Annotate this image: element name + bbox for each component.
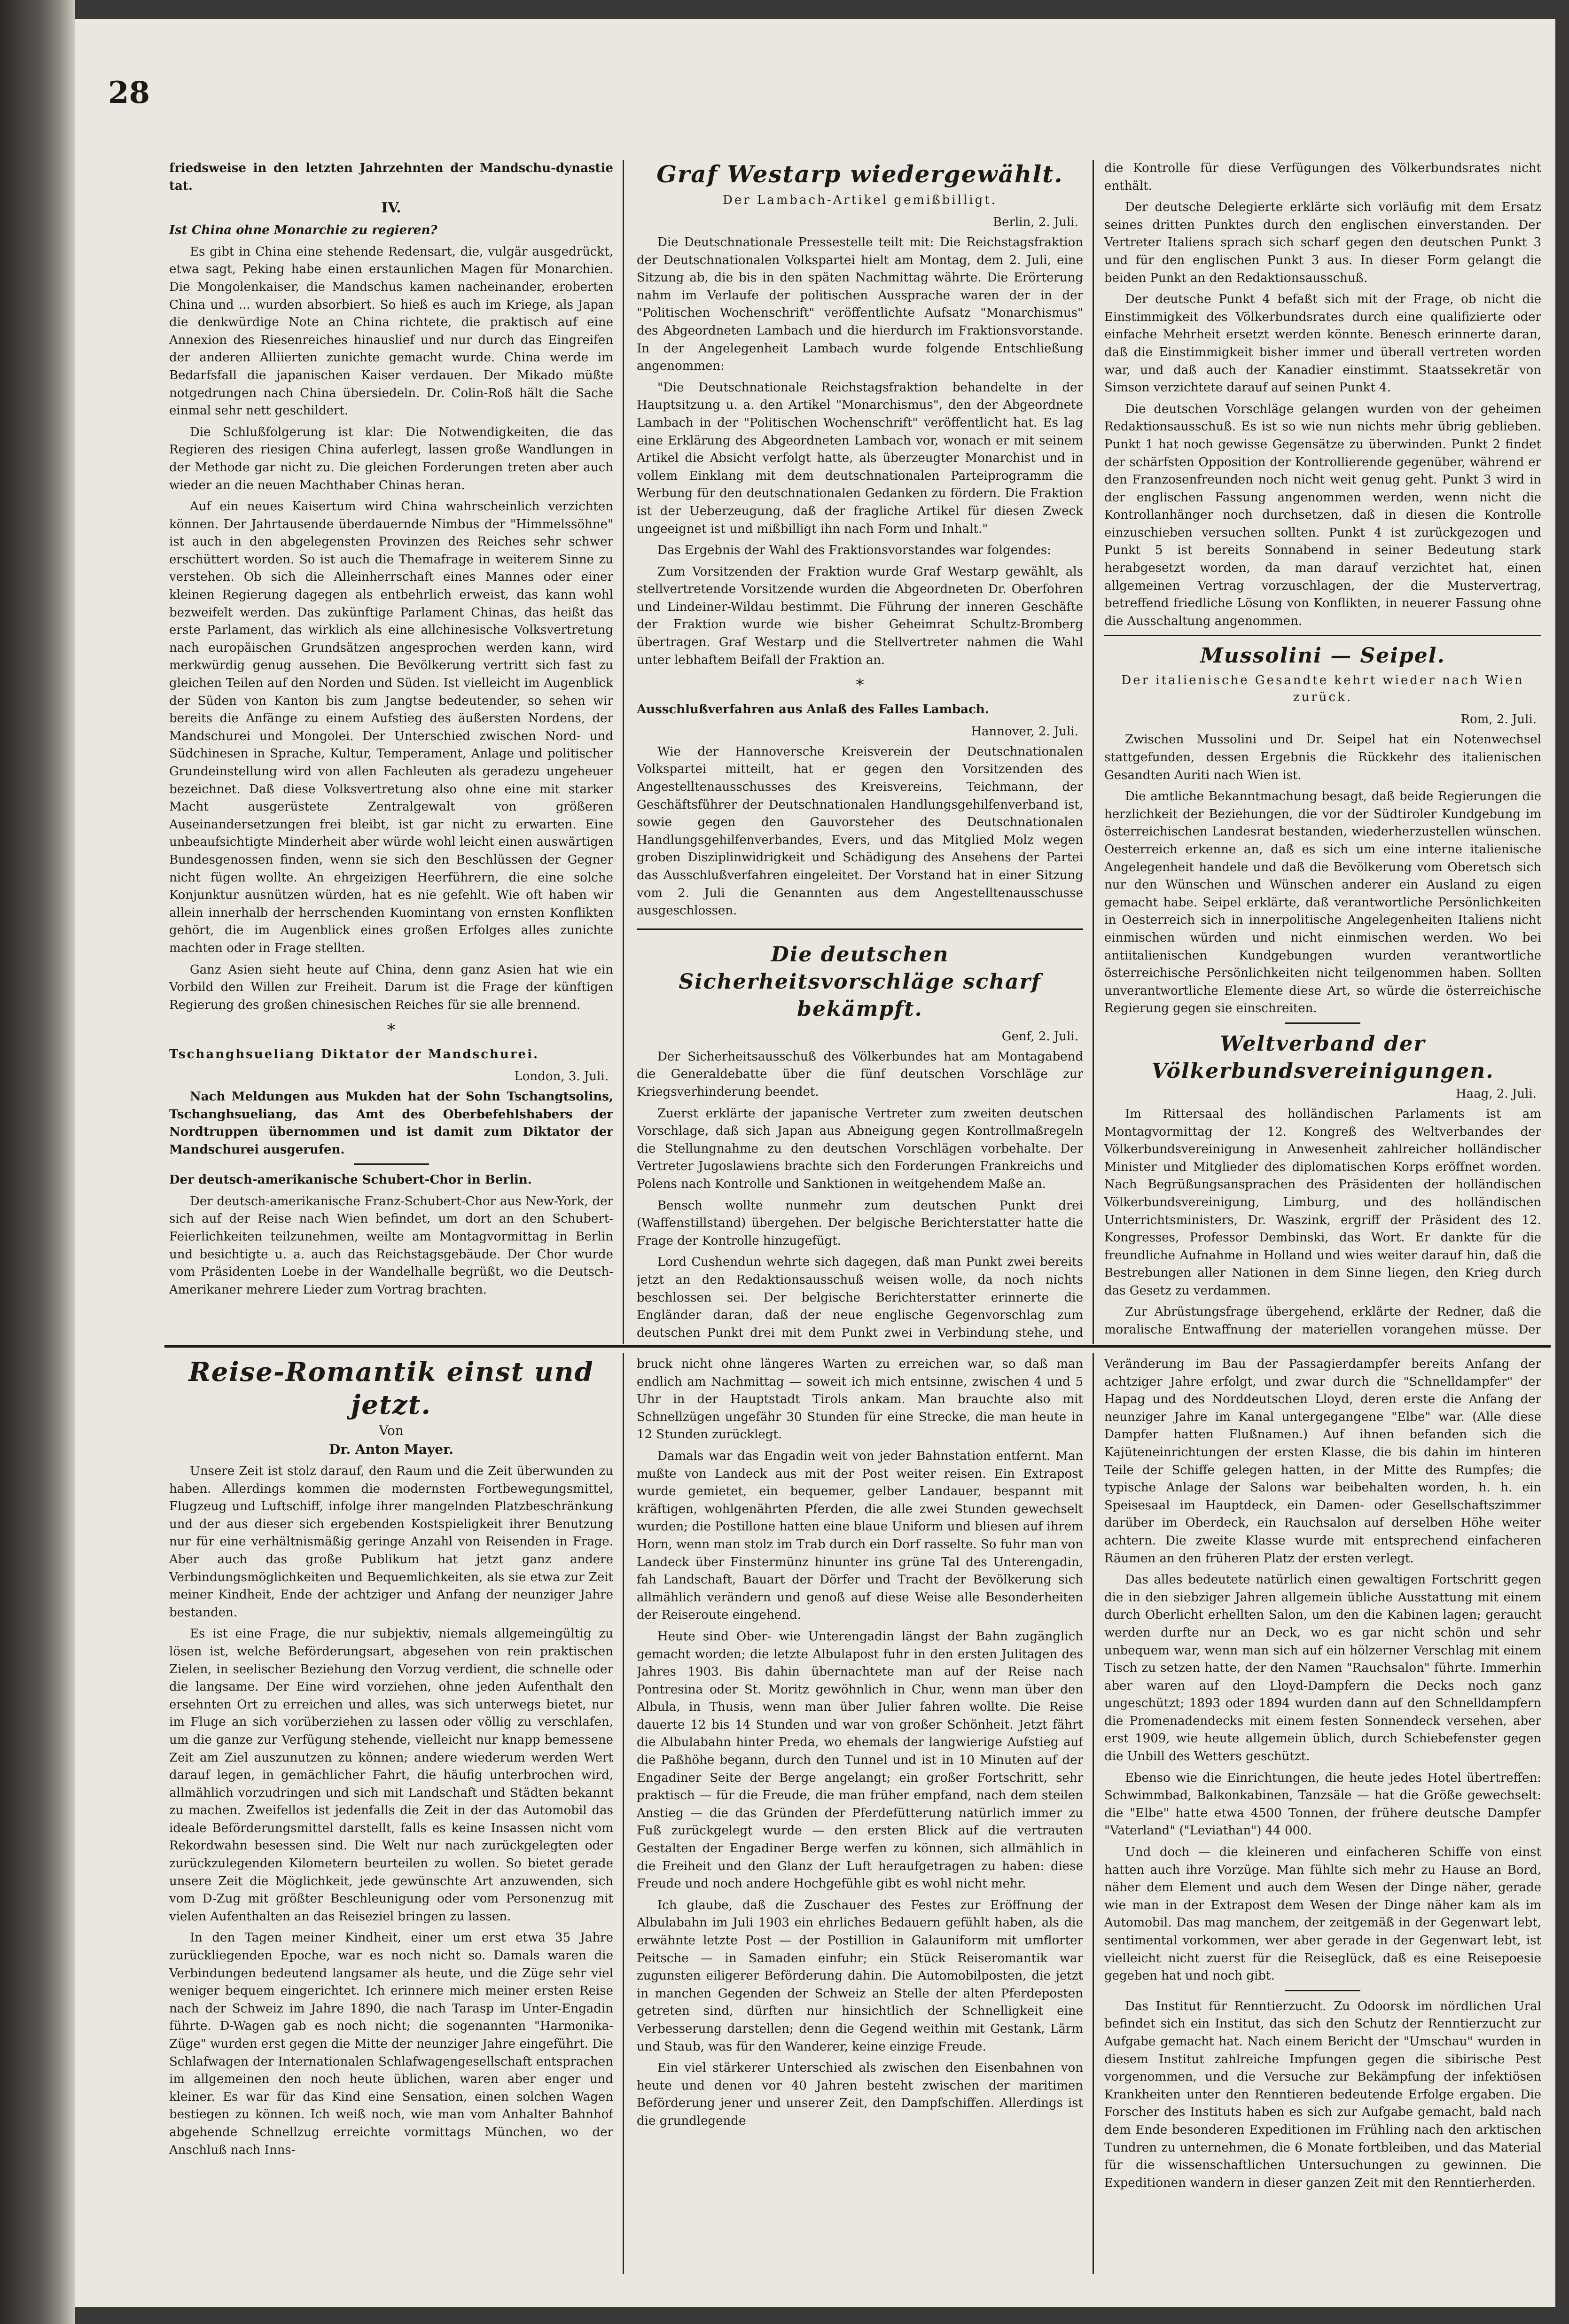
paragraph: Es gibt in China eine stehende Redensart, die, vulgär ausgedrückt, etwa sagt, Peking habe einen erstaunlichen Magen für Monarchien. Die Mongolenkaiser, die Mandschus kamen nacheinander, eroberten China und ... wurden absorbiert. So hieß es auch im Kriege, als Japan die denkwürdige Note an China richtete, die praktisch auf eine Annexion des Riesenreiches hinauslief und nur durch das Eingreifen der anderen Alliierten zunichte gemacht wurde. China werde im Bedarfsfall die japanischen Kaiser verdauen. Der Mikado müßte notgedrungen nach China übersiedeln. Dr. Colin-Roß hält die Sache einmal sehr nett geschildert. (169, 244, 613, 418)
paragraph: "Die Deutschnationale Reichstagsfraktion behandelte in der Hauptsitzung u. a. den Artikel "Monarchismus", den der Abgeordnete Lambach in der "Politischen Wochenschrift" veröffentlicht hat. Es lag eine Erklärung des Abgeordneten Lambach vor, wonach er mit seinem Artikel die Absicht verfolgt hatte, als überzeugter Monarchist und in vollem Einklang mit dem deutschnationalen Parteiprogramm die Werbung für den deutschnationalen Gedanken zu fördern. Die Fraktion ist der Ueberzeugung, daß der fragliche Artikel für diesen Zweck ungeeignet ist und mißbilligt ihn nach Form und Inhalt." (637, 380, 1083, 536)
divider (637, 928, 1083, 930)
paragraph: Heute sind Ober- wie Unterengadin längst der Bahn zugänglich gemacht worden; die letzte Albulapost fuhr in den ersten Julitagen des Jahres 1903. Bis dahin übernachtete man auf der Reise nach Pontresina oder St. Moritz gewöhnlich in Chur, wenn man über den Albula, in Thusis, wenn man über Julier fahren wollte. Die Reise dauerte 12 bis 14 Stunden und war von großer Schönheit. Jetzt fährt die Albulabahn hinter Preda, wo ehemals der langwierige Aufstieg auf die Paßhöhe begann, durch den Tunnel und ist in 10 Minuten auf der Engadiner Seite der Berge angelangt; ein großer Fortschritt, sehr praktisch — für die Freude, die man früher empfand, nach dem steilen Anstieg — die das Gründen der Pferdefütterung natürlich immer zu Fuß zurückgelegt wurde — den ersten Blick auf die vertrauten Gestalten der Engadiner Berge werfen zu können, sich allmählich in die Freiheit und den Glanz der Luft heraufgetragen zu haben: diese Freude und noch andere Hochgefühle gibt es wohl nicht mehr. (637, 1629, 1083, 1891)
page-number: 28 (108, 75, 150, 110)
paragraph: Der deutsch-amerikanische Franz-Schubert-Chor aus New-York, der sich auf der Reise nach Wien befindet, um dort an den Schubert-Feierlichkeiten teilzunehmen, weilte am Montagvormittag in Berlin und besichtigte u. a. auch das Reichstagsgebäude. Der Chor wurde vom Präsidenten Loebe in der Wandelhalle begrüßt, wo die Deutsch-Amerikaner mehrere Lieder zum Vortrag brachten. (169, 1194, 613, 1297)
article-title: Graf Westarp wiedergewählt. (656, 160, 1063, 188)
article-continuation: friedsweise in den letzten Jahrzehnten der Mandschu-dynastie tat. (169, 161, 613, 193)
paragraph: In den Tagen meiner Kindheit, einer um erst etwa 35 Jahre zurückliegenden Epoche, war es noch nicht so. Damals waren die Verbindungen bedeutend langsamer als heute, und die Züge sehr viel weniger bequem eingerichtet. Ich erinnere mich meiner ersten Reise nach der Schweiz im Jahre 1890, die nach Tarasp im Unter-Engadin führte. D-Wagen gab es noch nicht; die sogenannten "Harmonika-Züge" wurden erst gegen die Mitte der neunziger Jahre eingeführt. Die Schlafwagen der Internationalen Schlafwagengesellschaft entsprachen im allgemeinen den noch heute üblichen, waren aber enger und kleiner. Es war für das Kind eine Sensation, einen solchen Wagen bestiegen zu können. Ich weiß noch, wie man vom Anhalter Bahnhof abgehende Schnellzug erreichte vormittags München, wo der Anschluß nach Inns- (169, 1931, 613, 2157)
paragraph: Und doch — die kleineren und einfacheren Schiffe von einst hatten auch ihre Vorzüge. Man fühlte sich mehr zu Hause an Bord, näher dem Element und auch dem Wesen der Dinge näher, gerade wie man in der Extrapost dem Wesen der Dinge näher kam als im Automobil. Das mag manchem, der zeitgemäß in der Gegenwart lebt, sentimental vorkommen, wer aber gerade in der Gegenwart lebt, ist vielleicht nicht zuerst für die Reiseglück, daß es eine Reisepoesie gegeben hat und noch gibt. (1104, 1845, 1541, 1983)
paragraph: Unsere Zeit ist stolz darauf, den Raum und die Zeit überwunden zu haben. Allerdings kommen die modernsten Fortbewegungsmittel, Flugzeug und Luftschiff, infolge ihrer mangelnden Platzbeschränkung und der aus dieser sich ergebenden Kostspieligkeit ihrer Benutzung nur für eine verhältnismäßig geringe Anzahl von Reisenden in Frage. Aber auch das große Publikum hat jetzt ganz andere Verbindungsmöglichkeiten und Bequemlichkeiten, als sie etwa zur Zeit meiner Kindheit, Ende der achtziger und Anfang der neunziger Jahre bestanden. (169, 1464, 613, 1620)
byline-von: Von (379, 1423, 404, 1438)
article-title: Mussolini — Seipel. (1200, 644, 1445, 668)
paragraph: Veränderung im Bau der Passagierdampfer bereits Anfang der achtziger Jahre erfolgt, und zwar durch die "Schnelldampfer" der Hapag und des Norddeutschen Lloyd, deren erste die Anfang der neunziger Jahre im Kanal untergegangene "Elbe" war. (Alle diese Dampfer hatten Flußnamen.) Auf ihnen befanden sich die Kajüteneinrichtungen der ersten Klasse, die bis dahin im hinteren Teile der Schiffe gelegen hatten, in der Mitte des Rumpfes; die typische Anlage der Salons war beibehalten worden, h. h. ein Speisesaal im Hauptdeck, ein Damen- oder Gesellschaftszimmer darüber im Oberdeck, ein Rauchsalon auf derselben Höhe weiter achtern. Die zweite Klasse wurde mit entsprechend einfacheren Räumen an den früheren Platz der ersten verlegt. (1104, 1357, 1541, 1566)
divider (1104, 635, 1541, 636)
column-rule (1093, 160, 1094, 1344)
paragraph: Im Rittersaal des holländischen Parlaments ist am Montagvormittag der 12. Kongreß des Weltverbandes der Völkerbundsvereinigung in Anwesenheit zahlreicher holländischer Minister und Mitglieder des diplomatischen Korps eröffnet worden. Nach Begrüßungsansprachen des Präsidenten der holländischen Völkerbundsvereinigung, Limburg, und des holländischen Unterrichtsministers, Dr. Waszink, ergriff der Präsident des 12. Kongresses, Professor Dembinski, das Wort. Er dankte für die freundliche Aufnahme in Holland und wies weiter darauf hin, daß die Bestrebungen aller Nationen in dem Sinne liegen, den Krieg durch das Gesetz zu verdammen. (1104, 1107, 1541, 1298)
paragraph: Die deutschen Vorschläge gelangen wurden von der geheimen Redaktionsausschuß. Es ist so wie nun nichts mehr übrig geblieben. Punkt 1 hat noch gewisse Gegensätze zu überwinden. Punkt 2 findet der schärfsten Opposition der Kontrollierende gegenüber, während er den Franzosenfreunden noch nicht weit genug geht. Punkt 3 wird in der englischen Fassung angenommen werden, wenn nicht die Kontrollanhänger noch durchsetzen, daß in diesen die Kontrolle einzuschieben versuchen sollten. Punkt 4 ist zurückgezogen und Punkt 5 ist bereits Sonnabend in seiner Bedeutung stark herabgesetzt worden, da man darauf verzichtet hat, einen allgemeinen Vertrag vorzuschlagen, der die Mustervertrag, betreffend friedliche Lösung von Konflikten, in neuerer Fassung ohne die Ausschaltung angenommen. (1104, 402, 1541, 628)
paragraph: Bensch wollte nunmehr zum deutschen Punkt drei (Waffenstillstand) übergehen. Der belgische Berichterstatter hatte die Frage der Kontrolle hinzugefügt. (637, 1198, 1083, 1248)
dateline: Berlin, 2. Juli. (993, 215, 1078, 229)
dateline: London, 3. Juli. (514, 1069, 609, 1084)
author-name: Dr. Anton Mayer. (329, 1442, 453, 1457)
paragraph: Die Deutschnationale Pressestelle teilt mit: Die Reichstagsfraktion der Deutschnationalen Volkspartei hielt am Montag, dem 2. Juli, eine Sitzung ab, die bis in den späten Nachmittag währte. Die Erörterung nahm im Verlaufe der politischen Aussprache waren der in der "Politischen Wochenschrift" veröffentlichte Aufsatz "Monarchismus" des Abgeordneten Lambach und die hierdurch im Fraktionsvorstande. In der Angelegenheit Lambach wurde folgende Entschließung angenommen: (637, 235, 1083, 374)
paragraph: die Kontrolle für diese Verfügungen des Völkerbundsrates nicht enthält. (1104, 161, 1541, 193)
paragraph: Der deutsche Delegierte erklärte sich vorläufig mit dem Ersatz seines dritten Punktes durch den englischen einverstanden. Der Vertreter Italiens sprach sich scharf gegen den deutschen Punkt 3 und für den englischen Punkt 3 aus. In dieser Form gelangt die beiden Punkt an den Redaktionsausschuß. (1104, 200, 1541, 285)
paragraph: Lord Cushendun wehrte sich dagegen, daß man Punkt zwei bereits jetzt an den Redaktionsausschuß weisen wolle, da noch nichts beschlossen sei. Der belgische Berichterstatter erinnerte die Engländer daran, daß der neue englische Gegenvorschlag zum deutschen Punkt drei mit dem Punkt zwei in Verbindung stehe, und (637, 1255, 1083, 1339)
paragraph: Ein viel stärkerer Unterschied als zwischen den Eisenbahnen von heute und denen vor 40 Jahren besteht zwischen der maritimen Beförderung jener und unserer Zeit, den Dampfschiffen. Allerdings ist die grundlegende (637, 2061, 1083, 2128)
paragraph: Zur Abrüstungsfrage übergehend, erklärte der Redner, daß die moralische Entwaffnung der materiellen vorangehen müsse. Der (1104, 1305, 1541, 1337)
column-rule (623, 1353, 624, 2274)
divider (1285, 1990, 1360, 1991)
separator-star: * (856, 676, 864, 695)
paragraph: Es ist eine Frage, die nur subjektiv, niemals allgemeingültig zu lösen ist, welche Beförderungsart, abgesehen von rein praktischen Zielen, in seelischer Beziehung den Vorzug verdient, die schnelle oder die langsame. Der Eine wird vorziehen, ohne jeden Aufenthalt den ersehnten Ort zu erreichen und alles, was sich unterwegs bietet, nur im Fluge an sich vorüberziehen zu lassen oder völlig zu verschlafen, um die ganze zur Verfügung stehende, vielleicht nur knapp bemessene Zeit am Ziel auszunutzen zu können; andere wiederum werden Wert darauf legen, in gemächlicher Fahrt, die häufig unterbrochen wird, allmählich vorzudringen und sich mit Landschaft und Städten bekannt zu machen. Zweifellos ist jedenfalls die Zeit in der das Automobil das ideale Beförderungsmittel darstellt, falls es keine Insassen nicht vom Rekordwahn besessen sind. Die Welt nur nach zurückgelegten oder zurückzulegenden Kilometern beurteilen zu wollen. So bietet gerade unsere Zeit die Möglichkeit, jede gewünschte Art anzuwenden, sich vom D-Zug mit größter Beschleunigung oder vom Personenzug mit vielen Aufenthalten an das Reiseziel bringen zu lassen. (169, 1627, 613, 1924)
section-divider (164, 1345, 1551, 1348)
feuilleton-title: Reise-Romantik einst und jetzt. (188, 1357, 594, 1420)
paragraph: Zwischen Mussolini und Dr. Seipel hat ein Notenwechsel stattgefunden, dessen Ergebnis die Rückkehr des italienischen Gesandten Auriti nach Wien ist. (1104, 733, 1541, 782)
news-headline: Tschanghsueliang Diktator der Mandschurei. (169, 1047, 539, 1062)
article-title: Weltverband der Völkerbundsvereinigungen. (1151, 1031, 1494, 1083)
dateline: Rom, 2. Juli. (1460, 712, 1537, 727)
column-rule (1093, 1353, 1094, 2274)
section-title: Ist China ohne Monarchie zu regieren? (169, 223, 437, 238)
news-headline: Der deutsch-amerikanische Schubert-Chor in Berlin. (169, 1173, 532, 1187)
paragraph: Das Ergebnis der Wahl des Fraktionsvorstandes war folgendes: (657, 543, 1051, 558)
feuilleton-column-1 (169, 1356, 613, 2277)
column-2 (637, 160, 1083, 1339)
newspaper-page (75, 19, 1555, 2307)
column-rule (623, 160, 624, 1344)
divider (1285, 1022, 1360, 1024)
article-subtitle: Der Lambach-Artikel gemißbilligt. (723, 193, 997, 207)
dateline: Hannover, 2. Juli. (971, 724, 1078, 739)
paragraph: Ganz Asien sieht heute auf China, denn ganz Asien hat wie ein Vorbild den Willen zur Freiheit. Darum ist die Frage der künftigen Regierung des großen chinesischen Reiches für sie alle brennend. (169, 962, 613, 1012)
dateline: Haag, 2. Juli. (1456, 1086, 1537, 1101)
paragraph: Der Sicherheitsausschuß des Völkerbundes hat am Montagabend die Generaldebatte über die fünf deutschen Vorschläge zur Kriegsverhinderung beendet. (637, 1049, 1083, 1099)
paragraph: Wie der Hannoversche Kreisverein der Deutschnationalen Volkspartei mitteilt, hat er gegen den Vorsitzenden des Angestelltenausschusses des Kreisvereins, Teichmann, der Geschäftsführer der Deutschnationalen Handlungsgehilfenverband ist, sowie gegen den Gauvorsteher des Deutschnationalen Handlungsgehilfenverbandes, Evers, und das Mitglied Molz wegen groben Disziplinwidrigkeit und Schädigung des Ansehens der Partei das Ausschlußverfahren eingeleitet. Der Vorstand hat in einer Sitzung vom 2. Juli die Genannten aus dem Angestelltenausschusse ausgeschlossen. (637, 744, 1083, 918)
book-spine (0, 0, 75, 2324)
paragraph: Nach Meldungen aus Mukden hat der Sohn Tschangtsolins, Tschanghsueliang, das Amt des Oberbefehlshabers der Nordtruppen übernommen und ist damit zum Diktator der Mandschurei ausgerufen. (169, 1089, 613, 1157)
article-subtitle: Der italienische Gesandte kehrt wieder nach Wien zurück. (1121, 673, 1524, 705)
section-numeral: IV. (381, 200, 401, 217)
paragraph: Die amtliche Bekanntmachung besagt, daß beide Regierungen die herzlichkeit der Beziehungen, die vor der Südtiroler Kundgebung im österreichischen Landesrat bestanden, wiederherzustellen wünschen. Oesterreich erkenne an, daß es sich um eine interne italienische Angelegenheit handele und daß die Bevölkerung vom Oberetsch sich nur den Wünschen und Wünschen anderer ein Ausland zu eigen gemacht habe. Seipel erklärte, daß verantwortliche Persönlichkeiten in Oesterreich sich in innerpolitische Angelegenheiten Italiens nicht einmischen würden und nicht einmischen werden. Wo bei antiitalienischen Kundgebungen wurden verantwortliche österreichische Persönlichkeiten nicht teilgenommen haben. Sollten unverantwortliche Elemente diese Art, so würde die österreichische Regierung gegen sie einschreiten. (1104, 789, 1541, 1016)
paragraph: Auf ein neues Kaisertum wird China wahrscheinlich verzichten können. Der Jahrtausende überdauernde Nimbus der "Himmelssöhne" ist auch in den abgelegensten Provinzen des Reiches sehr schwer erschüttert worden. So ist auch die Themafrage in weiterem Sinne zu verstehen. Ob sich die Alleinherrschaft eines Mannes oder einer kleinen Regierung dagegen als entbehrlich erweist, das kann wohl bezweifelt werden. Das zukünftige Parlament Chinas, das heißt das erste Parlament, das wirklich als eine allchinesische Volksvertretung nach europäischen Grundsätzen angesprochen werden kann, wird merkwürdig genug aussehen. Die Bevölkerung vertritt sich fast zu gleichen Teilen auf den Norden und Süden. Ist vielleicht im Augenblick der Süden von Kanton bis zum Jangtse bedeutender, so sehen wir bereits die Anfänge zu einem Aufstieg des äußersten Nordens, der Mandschurei und Mongolei. Der Unterschied zwischen Nord- und Südchinesen in Sprache, Kultur, Temperament, Anlage und politischer Grundeinstellung wird von allen Fachleuten als geradezu ungeheuer bezeichnet. Daß diese Volksvertretung also ohne eine mit starker Macht ausgerüstete Zentralgewalt von größeren Auseinandersetzungen frei bleibt, ist gar nicht zu erwarten. Eine unbeaufsichtigte Minderheit aber würde wohl leicht einen auswärtigen Bundesgenossen finden, wenn sie sich den Beschlüssen der Gegner nicht fügen wollte. An ehrgeizigen Heerführern, die eine solche Konjunktur ausnützen würden, hat es nie gefehlt. Wie oft haben wir allein innerhalb der herrschenden Kuomintang von ernsten Konflikten gehört, die im Augenblick eines großen Erfolges alles zunichte machten oder in Frage stellten. (169, 499, 613, 955)
paragraph: Damals war das Engadin weit von jeder Bahnstation entfernt. Man mußte von Landeck aus mit der Post weiter reisen. Ein Extrapost wurde gemietet, ein bequemer, gelber Landauer, bespannt mit kräftigen, wohlgenährten Pferden, die alle zwei Stunden gewechselt wurden; die Postillone hatten eine blaue Uniform und bliesen auf ihrem Horn, wenn man stolz im Trab durch ein Dorf rasselte. So fuhr man von Landeck über Finstermünz hinunter ins grüne Tal des Unterengadin, fah Landschaft, Bauart der Dörfer und Tracht der Bevölkerung sich allmählich verändern und genoß auf diese Weise alle Besonderheiten der Reiseroute eingehend. (637, 1449, 1083, 1622)
dateline: Genf, 2. Juli. (1001, 1029, 1078, 1044)
feuilleton-column-2 (637, 1356, 1083, 2277)
paragraph: Ebenso wie die Einrichtungen, die heute jedes Hotel übertreffen: Schwimmbad, Balkonkabinen, Tanzsäle — hat die Größe gewechselt: die "Elbe" hatte etwa 4500 Tonnen, der frühere deutsche Dampfer "Vaterland" ("Leviathan") 44 000. (1104, 1770, 1541, 1838)
feuilleton-column-3 (1104, 1356, 1541, 2277)
separator-star: * (387, 1021, 395, 1040)
paragraph: Das alles bedeutete natürlich einen gewaltigen Fortschritt gegen die in den siebziger Jahren allgemein übliche Ausstattung mit einem durch Oberlicht erhellten Salon, um den die Kabinen lagen; geraucht werden durfte nur an Deck, wo es gar nicht schön und sehr unbequem war, wenn man sich auf ein hölzerner Verschlag mit einem Tisch zu setzen hatte, der den Namen "Rauchsalon" führte. Immerhin aber waren auf den Lloyd-Dampfern die Decks noch ganz ungeschützt; 1893 oder 1894 wurden dann auf den Schnelldampfern die Promenadendecks mit einem festen Sonnendeck versehen, aber erst 1909, wie heute allgemein üblich, durch Schiebefenster gegen die Unbill des Wetters geschützt. (1104, 1573, 1541, 1764)
paragraph: Zuerst erklärte der japanische Vertreter zum zweiten deutschen Vorschlage, daß sich Japan aus Abneigung gegen Kontrollmaßregeln die Stellungnahme zu den deutschen Vorschlägen vorbehalte. Der Vertreter Jugoslawiens brachte sich den Forderungen Frankreichs und Polens nach Kontrolle und Sanktionen in weitgehendem Maße an. (637, 1106, 1083, 1191)
news-headline: Ausschlußverfahren aus Anlaß des Falles Lambach. (637, 702, 989, 717)
paragraph: bruck nicht ohne längeres Warten zu erreichen war, so daß man endlich am Nachmittag — soweit ich mich entsinne, zwischen 4 und 5 Uhr in der Hauptstadt Tirols ankam. Man brauchte also mit Schnellzügen ungefähr 30 Stunden für eine Strecke, die man heute in 12 Stunden zurücklegt. (637, 1357, 1083, 1442)
article-title: Die deutschen Sicherheitsvorschläge scharf bekämpft. (679, 942, 1041, 1021)
column-3 (1104, 160, 1541, 1339)
divider (354, 1163, 429, 1165)
paragraph: Das Institut für Renntierzucht. Zu Odoorsk im nördlichen Ural befindet sich ein Institut, das sich den Schutz der Renntierzucht zur Aufgabe gemacht hat. Nach einem Bericht der "Umschau" wurden in diesem Institut zahlreiche Impfungen gegen die sibirische Pest vorgenommen, und die Versuche zur Bekämpfung der infektiösen Krankheiten unter den Renntieren bedeutende Erfolge ergaben. Die Forscher des Instituts haben es sich zur Aufgabe gemacht, bald nach dem Ende besonderen Expeditionen im Frühling nach den arktischen Tundren zu unternehmen, die 6 Monate fortbleiben, und das Material für die wissenschaftlichen Untersuchungen zu gewinnen. Die Expeditionen wandern in dieser ganzen Zeit mit den Renntierherden. (1104, 1999, 1541, 2190)
paragraph: Ich glaube, daß die Zuschauer des Festes zur Eröffnung der Albulabahn im Juli 1903 ein ehrliches Bedauern gefühlt haben, als die erwähnte letzte Post — der Postillion in Galauniform mit umflorter Peitsche — in Samaden einfuhr; ein Stück Reiseromantik war zugunsten eiligerer Beförderung dahin. Die Automobilposten, die jetzt in manchen Gegenden der Schweiz an Stelle der alten Pferdeposten getreten sind, dürften nur hinsichtlich der Schnelligkeit eine Verbesserung darstellen; denn die Gegend weithin mit Gestank, Lärm und Staub, was für den Wanderer, keine einzige Freude. (637, 1898, 1083, 2054)
paragraph: Die Schlußfolgerung ist klar: Die Notwendigkeiten, die das Regieren des riesigen China auferlegt, lassen große Wandlungen in der Methode gar nicht zu. Die gleichen Forderungen treten aber auch wieder an die neuen Machthaber Chinas heran. (169, 425, 613, 492)
paragraph: Zum Vorsitzenden der Fraktion wurde Graf Westarp gewählt, als stellvertretende Vorsitzende wurden die Abgeordneten Dr. Oberfohren und Lindeiner-Wildau bestimmt. Die Führung der inneren Geschäfte der Fraktion wurde wie bisher Geheimrat Schultz-Bromberg übertragen. Graf Westarp und die Stellvertreter nahmen die Wahl unter lebhaftem Beifall der Fraktion an. (637, 564, 1083, 667)
column-1 (169, 160, 613, 1339)
paragraph: Der deutsche Punkt 4 befaßt sich mit der Frage, ob nicht die Einstimmigkeit des Völkerbundsrates durch eine qualifizierte oder einfache Mehrheit ersetzt werden könnte. Benesch erinnerte daran, daß die Einstimmigkeit bisher immer und überall vertreten worden war, und daß auch der Kanadier einstimmt. Staatssekretär von Simson verzichtete darauf auf seinen Punkt 4. (1104, 292, 1541, 395)
